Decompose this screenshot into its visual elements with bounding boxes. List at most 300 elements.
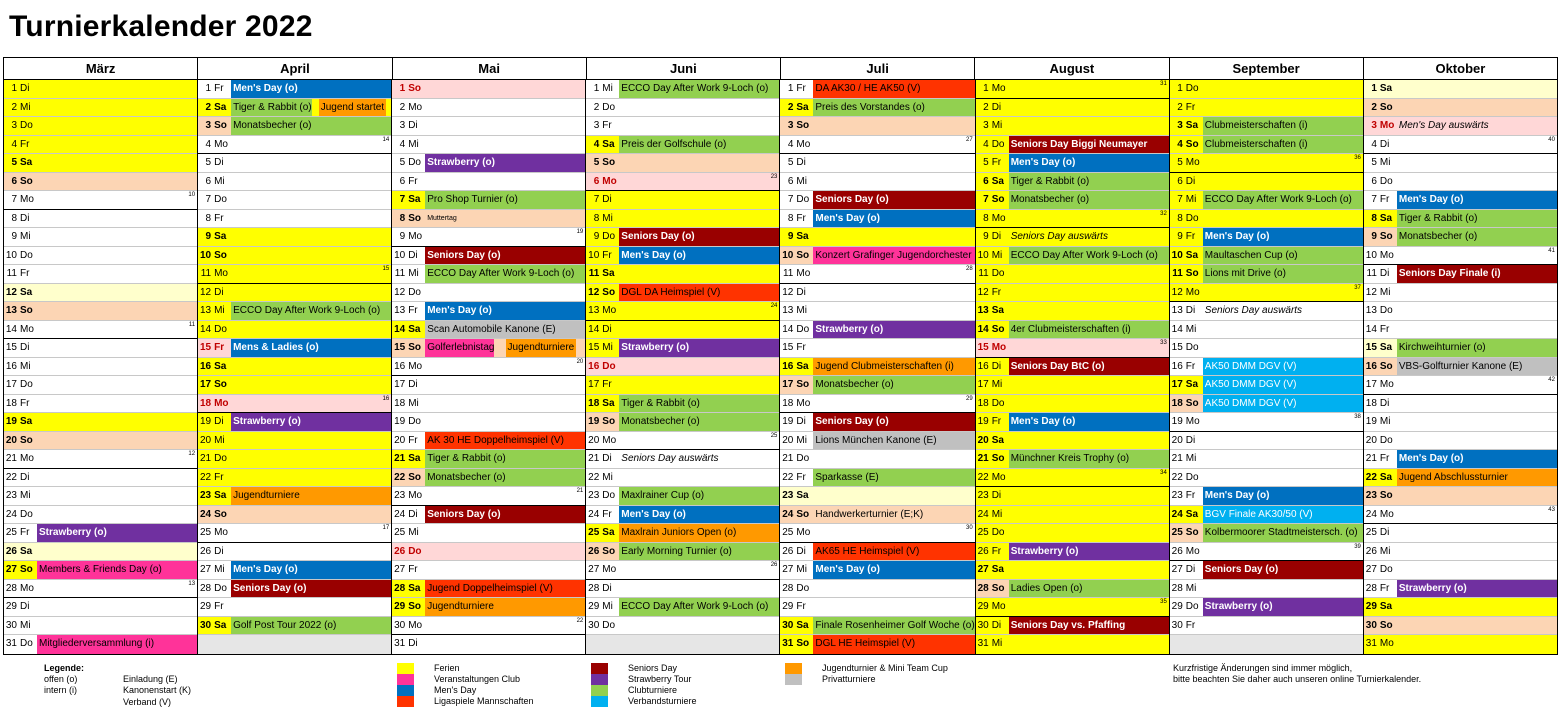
weekday-label: Do (602, 231, 616, 242)
weekday-label: Sa (20, 416, 33, 427)
day-number: 10 (1365, 249, 1377, 261)
day-cell (976, 228, 1169, 247)
day-cell (1364, 247, 1557, 266)
event-label: Men's Day (o) (813, 210, 974, 228)
day-cell (4, 339, 197, 358)
day-number: 3 (399, 120, 406, 131)
day-number: 22 (5, 471, 17, 483)
weekday-label: Mo (1185, 286, 1200, 298)
day-number: 21 (394, 453, 406, 464)
day-number: 13 (5, 305, 17, 316)
day-number: 31 (782, 638, 794, 649)
day-number: 23 (977, 490, 989, 501)
day-number: 15 (782, 342, 794, 353)
event-label: Men's Day auswärts (1398, 120, 1489, 131)
day-cell (780, 580, 974, 599)
event-label: Seniors Day (o) (1203, 561, 1363, 579)
day-cell (586, 506, 779, 525)
day-number: 10 (588, 249, 600, 261)
day-number: 29 (394, 601, 406, 612)
weekday-label: Mi (214, 564, 225, 575)
month-column-0 (4, 80, 197, 654)
day-cell (976, 450, 1169, 469)
legend-swatch-1 (397, 674, 414, 685)
day-number: 2 (399, 101, 406, 113)
event-label: Jugendturniere (231, 487, 391, 505)
day-number: 18 (782, 397, 794, 409)
weekday-label: So (1379, 490, 1393, 501)
weekday-label: Mi (1379, 545, 1391, 557)
day-cell (1364, 635, 1557, 654)
weekday-label: So (602, 157, 616, 168)
day-cell (586, 580, 779, 599)
weekday-label: Fr (796, 212, 806, 224)
event-label: Handwerkerturnier (E;K) (815, 508, 924, 520)
weekday-label: So (991, 323, 1005, 335)
weekday-label: Fr (1185, 619, 1196, 631)
day-cell (586, 432, 779, 451)
day-number: 23 (1365, 490, 1377, 501)
event-label: Tiger & Rabbit (o) (1009, 173, 1169, 191)
day-number: 14 (199, 323, 212, 335)
weekday-label: Di (20, 212, 30, 224)
event-label: Kolbermoorer Stadtmeistersch. (o) (1203, 524, 1363, 542)
day-number: 29 (1171, 601, 1183, 612)
day-number: 24 (5, 508, 17, 520)
event-label: Golf Post Tour 2022 (o) (231, 617, 391, 635)
weekday-label: Fr (1379, 194, 1390, 205)
week-number: 31 (1160, 81, 1167, 87)
weekday-label: Do (1379, 305, 1393, 316)
event-label: DGL HE Heimspiel (V) (813, 635, 974, 654)
month-column-5 (975, 80, 1169, 654)
day-cell (780, 265, 974, 284)
day-number: 19 (588, 416, 600, 427)
day-cell (976, 339, 1169, 358)
weekday-label: Mo (602, 175, 617, 187)
day-number: 23 (5, 490, 17, 501)
day-cell (392, 247, 585, 266)
day-number: 13 (1365, 305, 1377, 316)
day-number: 9 (1177, 231, 1183, 242)
weekday-label: Mo (991, 601, 1006, 612)
day-number: 21 (782, 453, 794, 464)
day-number: 18 (1365, 397, 1377, 409)
day-number: 25 (199, 527, 212, 538)
day-number: 1 (399, 83, 406, 94)
weekday-label: Sa (1185, 120, 1199, 131)
day-number: 24 (1365, 508, 1377, 520)
day-cell (198, 99, 391, 118)
day-cell (198, 154, 391, 173)
weekday-label: Mo (214, 527, 228, 538)
day-cell (976, 598, 1169, 617)
day-cell (4, 321, 197, 340)
day-number: 15 (394, 342, 406, 353)
event-label: Monatsbecher (o) (1009, 191, 1169, 209)
day-number: 28 (394, 582, 406, 594)
day-cell (392, 321, 585, 340)
weekday-label: Mi (20, 231, 31, 242)
day-number: 23 (1171, 490, 1183, 501)
weekday-label: Mo (1379, 120, 1395, 131)
day-number: 3 (983, 120, 989, 131)
day-number: 18 (394, 397, 406, 409)
day-cell (392, 506, 585, 525)
day-cell (780, 450, 974, 469)
day-cell (1364, 487, 1557, 506)
day-number: 16 (5, 360, 17, 372)
day-number: 30 (394, 619, 406, 631)
day-cell (4, 617, 197, 636)
day-number: 18 (588, 397, 600, 409)
day-number: 21 (1365, 453, 1377, 464)
day-cell (586, 413, 779, 432)
weekday-label: Mi (991, 379, 1003, 390)
legend-label-6: Clubturniere (628, 685, 678, 695)
day-number: 18 (5, 397, 17, 409)
event-label: 4er Clubmeisterschaften (i) (1009, 321, 1169, 339)
weekday-label: Mi (408, 527, 419, 538)
weekday-label: Mi (602, 83, 613, 94)
day-cell (780, 506, 974, 525)
day-number: 28 (199, 582, 212, 594)
weekday-label: Di (1185, 434, 1196, 446)
day-number: 14 (394, 323, 406, 335)
day-cell (1170, 136, 1363, 155)
day-cell (1364, 543, 1557, 562)
week-number: 14 (382, 136, 390, 143)
day-cell (780, 395, 974, 414)
day-cell (586, 173, 779, 192)
event-label: Men's Day (o) (1009, 154, 1169, 172)
day-number: 29 (782, 601, 794, 612)
day-number: 13 (977, 305, 989, 316)
day-cell (780, 173, 974, 192)
weekday-label: Do (408, 416, 421, 427)
weekday-label: Do (991, 138, 1005, 150)
legend-code-association: Verband (V) (123, 697, 172, 707)
event-label: ECCO Day After Work 9-Loch (o) (231, 302, 391, 320)
day-number: 25 (782, 527, 794, 538)
day-number: 13 (199, 305, 212, 316)
event-label: ECCO Day After Work 9-Loch (o) (425, 265, 585, 283)
day-number: 27 (5, 564, 17, 575)
weekday-label: Mi (408, 138, 419, 150)
day-cell (392, 469, 585, 488)
weekday-label: Mo (408, 360, 423, 372)
day-number: 6 (11, 175, 17, 187)
weekday-label: So (602, 545, 616, 557)
day-number: 17 (199, 379, 212, 390)
day-cell (976, 543, 1169, 562)
day-cell (1170, 487, 1363, 506)
day-cell (1364, 339, 1557, 358)
weekday-label: Mo (991, 83, 1006, 94)
month-column-2 (391, 80, 585, 654)
weekday-label: Do (1185, 212, 1199, 224)
day-cell (392, 524, 585, 543)
day-number: 26 (394, 545, 406, 557)
day-number: 28 (1171, 582, 1183, 594)
weekday-label: Do (991, 397, 1005, 409)
day-number: 21 (5, 453, 17, 464)
day-number: 3 (787, 120, 794, 131)
day-cell (780, 80, 974, 99)
weekday-label: Di (408, 638, 418, 649)
weekday-label: Sa (796, 490, 809, 501)
weekday-label: Mi (1185, 194, 1197, 205)
day-cell (1364, 580, 1557, 599)
event-label: Men's Day (o) (231, 561, 391, 579)
weekday-label: Fr (408, 305, 418, 316)
month-header-row (4, 58, 1557, 80)
legend-code-invitation: Einladung (E) (123, 674, 178, 684)
day-number: 27 (1365, 564, 1377, 575)
event-label: Seniors Day Biggi Neumayer (1009, 136, 1169, 154)
weekday-label: So (796, 120, 810, 131)
day-number: 1 (11, 83, 17, 94)
day-cell (392, 432, 585, 451)
weekday-label: So (214, 379, 227, 390)
event-spacer (576, 339, 585, 357)
weekday-label: Mo (796, 397, 811, 409)
legend-code-shotgun: Kanonenstart (K) (123, 685, 192, 695)
event-label-secondary: Jugend startet (319, 99, 386, 117)
weekday-label: Do (20, 638, 33, 649)
day-number: 7 (205, 194, 212, 205)
weekday-label: Di (1185, 175, 1196, 187)
day-number: 6 (205, 175, 212, 187)
weekday-label: Fr (408, 434, 418, 446)
day-cell (976, 376, 1169, 395)
day-number: 17 (394, 379, 406, 390)
weekday-label (602, 635, 619, 654)
event-label: Strawberry (o) (1203, 598, 1363, 616)
week-number: 26 (770, 562, 778, 568)
day-cell (4, 247, 197, 266)
day-cell (1364, 191, 1557, 210)
legend-label-0: Ferien (434, 663, 460, 673)
weekday-label: Di (602, 453, 612, 464)
day-cell (586, 99, 779, 118)
day-cell (392, 99, 585, 118)
day-number: 8 (787, 212, 794, 224)
day-cell (586, 617, 779, 636)
event-label: Monatsbecher (o) (425, 469, 585, 487)
day-cell (1364, 617, 1557, 636)
event-label: Men's Day (o) (1203, 487, 1363, 505)
day-number: 1 (1371, 83, 1377, 94)
weekday-label: Mo (214, 268, 228, 279)
day-cell (198, 617, 391, 636)
day-number: 3 (11, 120, 17, 131)
day-cell (392, 173, 585, 192)
event-label: Tiger & Rabbit (o) (231, 99, 312, 117)
day-number: 10 (1171, 249, 1183, 261)
day-cell (1170, 173, 1363, 192)
day-cell (392, 543, 585, 562)
day-number: 8 (1371, 212, 1377, 224)
day-number: 1 (593, 83, 600, 94)
event-label: Mitgliederversammlung (i) (37, 635, 197, 654)
day-cell (1364, 598, 1557, 617)
day-cell (976, 580, 1169, 599)
day-number: 17 (5, 379, 17, 390)
day-number: 4 (787, 138, 794, 150)
day-number: 27 (588, 564, 600, 575)
weekday-label: So (20, 305, 33, 316)
weekday-label: Di (408, 249, 418, 261)
day-cell (1170, 617, 1363, 636)
day-number (1170, 635, 1186, 654)
day-cell (198, 321, 391, 340)
weekday-label: Di (991, 231, 1002, 242)
day-cell (1364, 358, 1557, 377)
legend-note-line-1: Kurzfristige Änderungen sind immer möglich, (1173, 663, 1353, 673)
weekday-label: Mo (20, 194, 34, 205)
day-cell (1364, 450, 1557, 469)
event-label: Lions München Kanone (E) (813, 432, 974, 450)
day-number: 11 (782, 268, 794, 279)
day-number: 10 (394, 249, 406, 261)
day-cell (976, 395, 1169, 414)
day-cell (586, 210, 779, 229)
day-number: 4 (1177, 138, 1183, 150)
day-number: 31 (394, 638, 406, 649)
day-number: 17 (588, 379, 600, 390)
day-number: 2 (205, 101, 212, 113)
day-number: 26 (1171, 545, 1183, 557)
day-cell (780, 598, 974, 617)
week-number: 34 (1160, 469, 1167, 476)
event-label: Strawberry (o) (231, 413, 391, 431)
day-number: 13 (394, 305, 406, 316)
weekday-label: Mo (408, 490, 423, 501)
day-cell (392, 339, 585, 358)
day-cell (198, 265, 391, 284)
month-column-4 (779, 80, 974, 654)
day-cell (198, 580, 391, 599)
week-number: 30 (966, 525, 973, 531)
day-cell (586, 469, 779, 488)
day-number: 22 (1171, 471, 1183, 483)
weekday-label: Mi (20, 490, 31, 501)
day-cell (198, 247, 391, 266)
week-number: 27 (966, 136, 973, 143)
day-number: 14 (782, 323, 794, 335)
day-cell (392, 191, 585, 210)
day-number: 18 (977, 397, 989, 409)
day-cell (976, 284, 1169, 303)
day-number: 2 (983, 101, 989, 113)
weekday-label: So (1379, 360, 1393, 372)
day-cell (392, 487, 585, 506)
day-cell (4, 265, 197, 284)
event-label: Preis der Golfschule (o) (619, 136, 779, 154)
day-number: 22 (1365, 471, 1377, 483)
weekday-label: Sa (408, 453, 421, 464)
day-number: 19 (5, 416, 17, 427)
weekday-label: Fr (991, 286, 1002, 298)
day-number: 12 (199, 286, 212, 298)
week-number: 16 (382, 395, 390, 402)
day-number: 26 (199, 545, 212, 557)
event-label: AK 30 HE Doppelheimspiel (V) (425, 432, 585, 450)
weekday-label: Sa (1185, 249, 1199, 261)
day-number: 21 (199, 453, 212, 464)
event-label: VBS-Golfturnier Kanone (E) (1397, 358, 1557, 376)
day-cell (1170, 376, 1363, 395)
weekday-label: Mo (796, 268, 811, 279)
day-number: 10 (782, 249, 794, 261)
weekday-label: Mi (602, 471, 613, 483)
day-cell (780, 561, 974, 580)
weekday-label: Mi (602, 212, 613, 224)
week-number: 15 (382, 266, 390, 272)
day-number: 25 (977, 527, 989, 538)
event-label: Clubmeisterschaften (i) (1203, 136, 1363, 154)
day-number: 7 (1371, 194, 1377, 205)
day-cell (198, 506, 391, 525)
day-cell (1364, 395, 1557, 414)
day-cell (780, 358, 974, 377)
weekday-label: So (1185, 268, 1199, 279)
event-label: BGV Finale AK30/50 (V) (1203, 506, 1363, 524)
weekday-label: Do (1379, 434, 1393, 446)
day-number: 26 (977, 545, 989, 557)
day-number: 12 (1365, 286, 1377, 298)
weekday-label: Sa (1185, 379, 1199, 390)
day-cell (4, 506, 197, 525)
legend-swatch-2 (397, 685, 414, 696)
day-cell (1170, 450, 1363, 469)
day-number: 25 (5, 527, 17, 538)
event-label: Maultaschen Cup (o) (1203, 247, 1363, 265)
day-number: 29 (5, 601, 17, 612)
day-number: 12 (1171, 286, 1183, 298)
event-label: ECCO Day After Work 9-Loch (o) (1203, 191, 1363, 209)
day-cell (4, 487, 197, 506)
legend-note-line-2: bitte beachten Sie daher auch unseren online Turnierkalender. (1173, 674, 1422, 684)
legend-label-2: Men's Day (434, 685, 477, 695)
event-label: Members & Friends Day (o) (37, 561, 197, 579)
weekday-label: Do (991, 527, 1005, 538)
day-number: 7 (11, 194, 17, 205)
day-number: 20 (1365, 434, 1377, 446)
weekday-label: Sa (214, 619, 227, 631)
weekday-label: Sa (602, 268, 615, 279)
event-label: ECCO Day After Work 9-Loch (o) (619, 598, 779, 616)
day-number: 15 (5, 342, 17, 353)
day-cell (4, 117, 197, 136)
day-cell (1364, 210, 1557, 229)
week-number: 35 (1160, 599, 1167, 605)
day-number: 21 (588, 453, 600, 464)
day-number: 26 (588, 545, 600, 557)
event-label: Early Morning Turnier (o) (619, 543, 779, 561)
weekday-label: Do (20, 249, 33, 261)
weekday-label: Di (1379, 397, 1390, 409)
day-number: 5 (593, 157, 600, 168)
weekday-label: Mo (602, 564, 617, 575)
weekday-label: Sa (991, 175, 1004, 187)
weekday-label: Fr (408, 564, 418, 575)
day-cell (976, 524, 1169, 543)
day-number: 8 (11, 212, 17, 224)
day-cell (4, 561, 197, 580)
day-cell (976, 154, 1169, 173)
